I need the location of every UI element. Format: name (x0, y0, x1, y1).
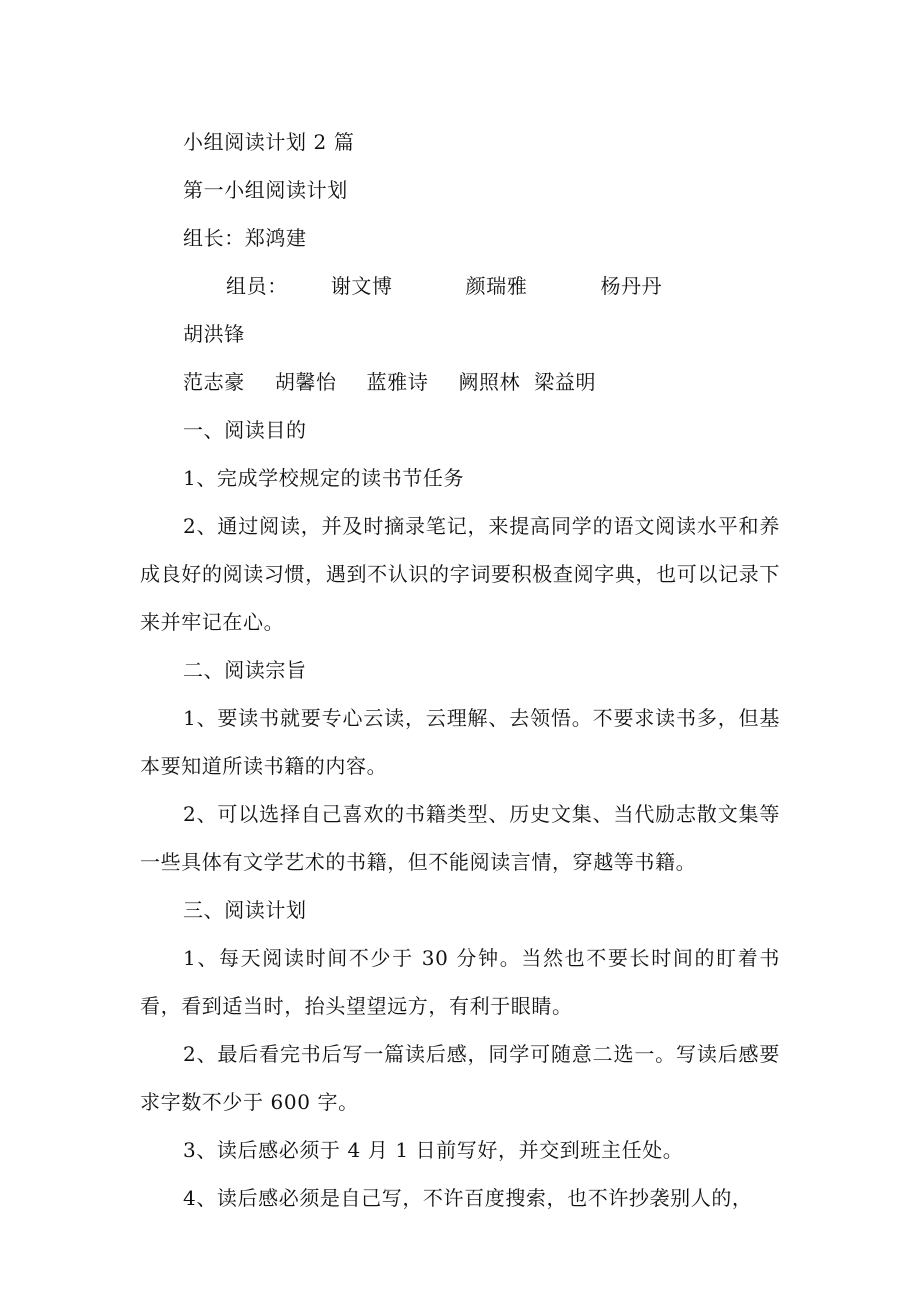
members-line-2 (140, 358, 780, 406)
leader-label: 组长： (183, 226, 245, 250)
section-item: 4、读后感必须是自己写，不许百度搜索，也不许抄袭别人的， (183, 1186, 753, 1210)
section-item: 2、最后看完书后写一篇读后感，同学可随意二选一。写读后感要求字数不少于 600 字。 (140, 1042, 780, 1114)
section-item: 1、每天阅读时间不少于 30 分钟。当然也不要长时间的盯着书看，看到适当时，抬头望望远方，有利于眼睛。 (140, 946, 780, 1018)
section-item: 1、完成学校规定的读书节任务 (183, 466, 465, 490)
member-name: 阙照林 (458, 370, 521, 394)
section-heading: 三、阅读计划 (183, 898, 307, 922)
member-name: 谢文博 (330, 274, 393, 298)
section-item: 1、要读书就要专心云读，云理解、去领悟。不要求读书多，但基本要知道所读书籍的内容。 (140, 706, 780, 778)
member-name: 范志豪 (183, 370, 245, 394)
member-name: 蓝雅诗 (366, 370, 429, 394)
section-item: 2、通过阅读，并及时摘录笔记，来提高同学的语文阅读水平和养成良好的阅读习惯，遇到不认识的字词要积极查阅字典，也可以记录下来并牢记在心。 (140, 514, 780, 634)
document-subtitle: 第一小组阅读计划 (183, 178, 348, 202)
section-heading: 一、阅读目的 (183, 418, 307, 442)
group-leader-line (140, 214, 780, 262)
member-name: 胡馨怡 (274, 370, 337, 394)
section-heading: 二、阅读宗旨 (183, 658, 307, 682)
member-name: 梁益明 (534, 370, 597, 394)
member-name: 颜瑞雅 (465, 274, 528, 298)
leader-name: 郑鸿建 (244, 226, 307, 250)
section-item: 2、可以选择自己喜欢的书籍类型、历史文集、当代励志散文集等一些具体有文学艺术的书籍，但不能阅读言情，穿越等书籍。 (140, 802, 780, 874)
member-name: 胡洪锋 (183, 322, 245, 346)
members-line-1 (140, 262, 780, 358)
document-title: 小组阅读计划 2 篇 (183, 130, 355, 154)
document-page (140, 118, 780, 1222)
members-label: 组员： (226, 274, 288, 298)
section-item: 3、读后感必须于 4 月 1 日前写好，并交到班主任处。 (183, 1138, 684, 1162)
member-name: 杨丹丹 (600, 274, 663, 298)
